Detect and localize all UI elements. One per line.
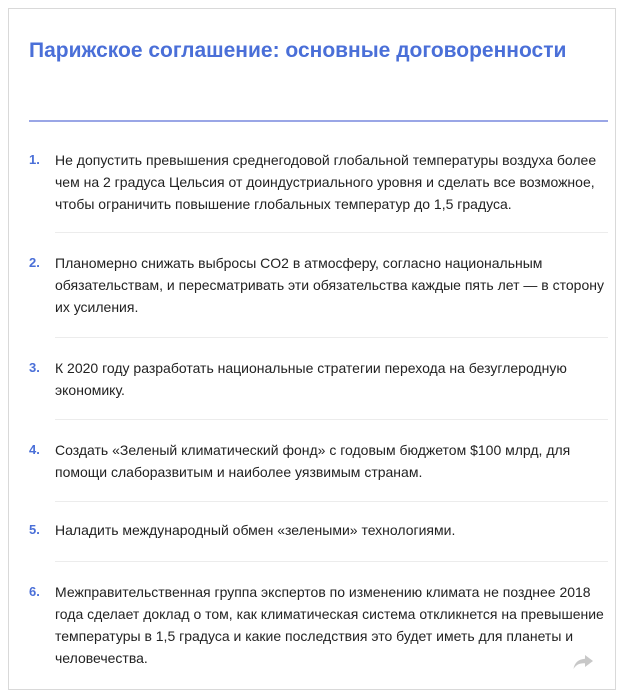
list-item-number: 6. xyxy=(29,584,40,599)
list-item-text: Планомерно снижать выбросы CO2 в атмосферу, согласно национальным обязательствам, и пересматривать эти обязательства каждые пять лет — в сторону их усиления. xyxy=(55,255,604,315)
list-item-text: Создать «Зеленый климатический фонд» с годовым бюджетом $100 млрд, для помощи слаборазвитым и наиболее уязвимым странам. xyxy=(55,442,571,480)
list-item-number: 2. xyxy=(29,255,40,270)
list-item xyxy=(29,420,608,483)
list-item xyxy=(29,137,608,215)
share-arrow-icon[interactable] xyxy=(572,653,594,671)
title-divider xyxy=(29,120,608,122)
list-item xyxy=(29,233,608,318)
list-item-text: К 2020 году разработать национальные стратегии перехода на безуглеродную экономику. xyxy=(55,360,567,398)
list-item-number: 4. xyxy=(29,442,40,457)
infographic-card xyxy=(8,8,616,690)
list-item-number: 3. xyxy=(29,360,40,375)
list-item-text: Не допустить превышения среднегодовой глобальной температуры воздуха более чем на 2 градуса Цельсия от доиндустриального уровня и сделать все возможное, чтобы ограничить повышение глобальных температур до 1,5 градуса. xyxy=(55,152,597,212)
agreements-list xyxy=(29,137,608,669)
list-item xyxy=(29,562,608,669)
list-item-number: 5. xyxy=(29,522,40,537)
card-title: Парижское соглашение: основные договоренности xyxy=(29,39,567,62)
list-item-text: Наладить международный обмен «зелеными» технологиями. xyxy=(55,522,456,538)
list-item xyxy=(29,502,608,541)
list-item-text: Межправительственная группа экспертов по изменению климата не позднее 2018 года сделает доклад о том, как климатическая система откликнется на превышение температуры в 1,5 градуса и какие последствия это будет иметь для планеты и человечества. xyxy=(55,584,604,666)
list-item-number: 1. xyxy=(29,152,40,167)
list-item xyxy=(29,338,608,401)
